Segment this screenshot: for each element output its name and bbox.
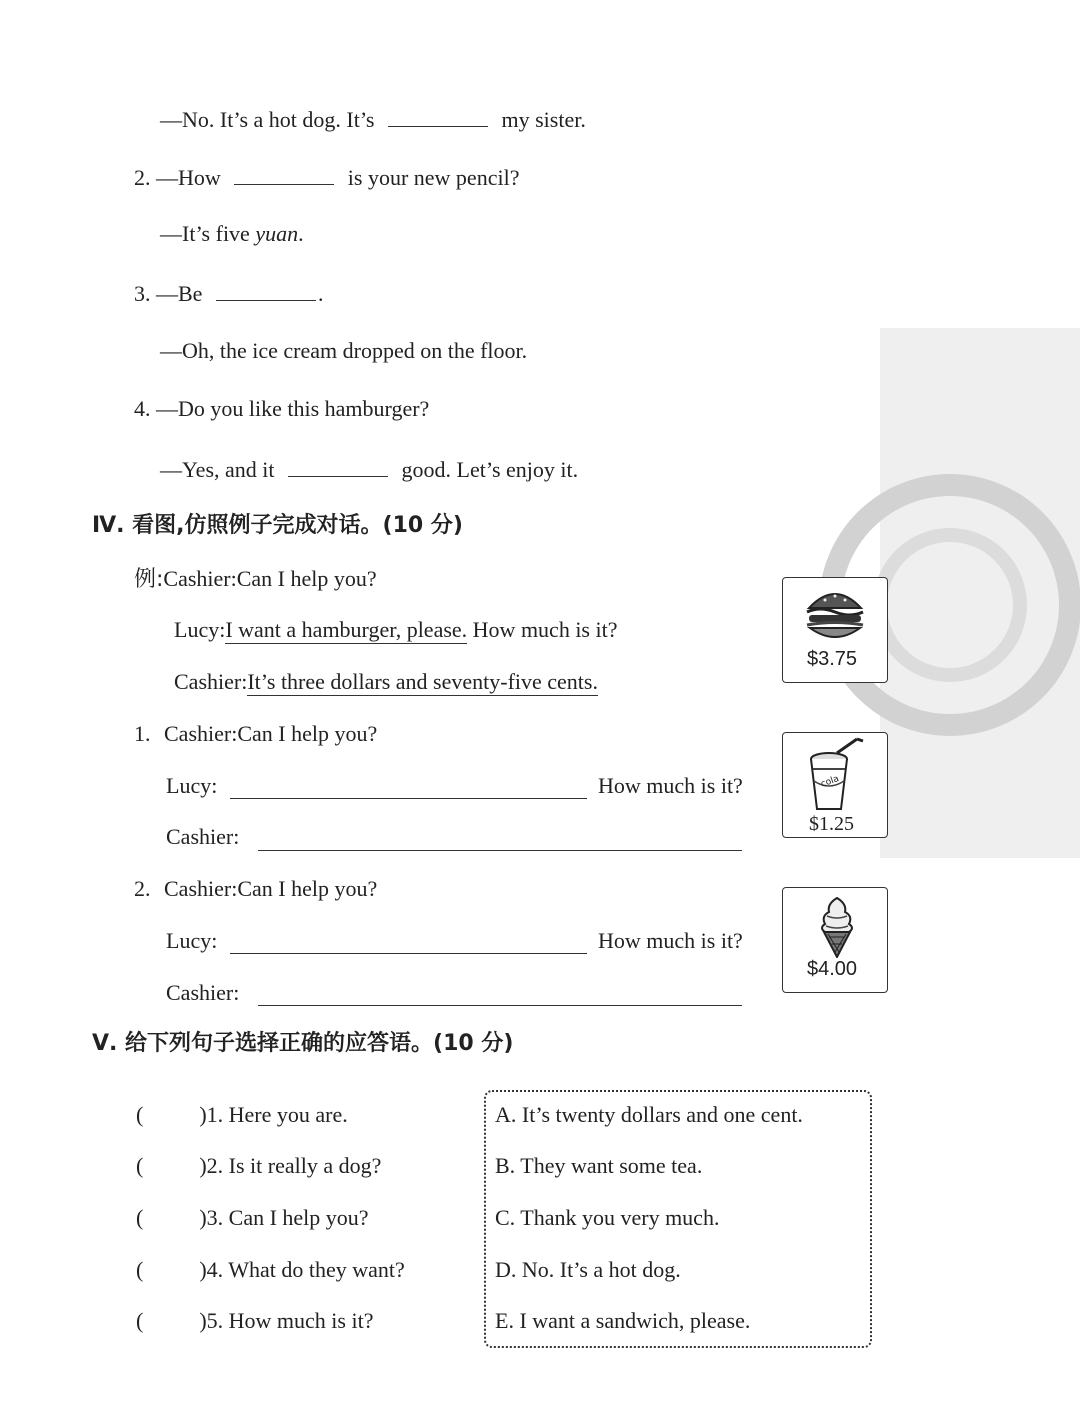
cola-cup-icon [807, 737, 867, 811]
q2-answer-text: —It’s five [160, 221, 256, 246]
question-4: ( )4. What do they want? [136, 1257, 405, 1282]
answer-c: C. Thank you very much. [495, 1205, 720, 1230]
q3-tail: . [317, 281, 324, 306]
answer-a: A. It’s twenty dollars and one cent. [495, 1102, 803, 1127]
q2-question-line [134, 162, 519, 192]
question-3: ( )3. Can I help you? [136, 1205, 369, 1230]
q2-text: —How [156, 165, 221, 190]
hamburger-picture [782, 577, 888, 683]
item1-cashier-line [134, 720, 377, 748]
answer-d: D. No. It’s a hot dog. [495, 1257, 681, 1282]
q3-answer-line: —Oh, the ice cream dropped on the floor. [160, 338, 528, 363]
item1-lucy-answer-line[interactable] [230, 798, 587, 799]
q4-number: 4. [134, 396, 151, 421]
q4-answer-text: —Yes, and it [160, 457, 275, 482]
cola-price: $1.25 [809, 813, 854, 835]
section5-heading: Ⅴ. 给下列句子选择正确的应答语。(10 分) [92, 1031, 514, 1056]
question-2: ( )2. Is it really a dog? [136, 1153, 382, 1178]
q2-tail: is your new pencil? [347, 165, 520, 190]
q3-text: —Be [156, 281, 203, 306]
example-cashier-question: Cashier:Can I help you? [163, 566, 377, 591]
q2-blank[interactable] [234, 162, 334, 185]
item2-lucy-tail: How much is it? [598, 928, 743, 953]
q4-question-line [134, 395, 429, 423]
example-cashier-answer: It’s three dollars and seventy-five cents. [247, 669, 598, 694]
item2-cashier-answer-line[interactable] [258, 1005, 742, 1006]
q3-blank[interactable] [216, 278, 316, 301]
item1-lucy-tail: How much is it? [598, 773, 743, 798]
example-cashier-line [134, 565, 377, 594]
example-lucy-label: Lucy: [174, 617, 226, 642]
item1-number: 1. [134, 721, 151, 746]
example-lucy-answer: I want a hamburger, please. [225, 617, 468, 642]
answer-b: B. They want some tea. [495, 1153, 703, 1178]
ice-cream-picture [782, 887, 888, 993]
q2-answer-period: . [298, 221, 304, 246]
cola-picture [782, 732, 888, 838]
example-lucy-tail: How much is it? [472, 617, 618, 642]
q3-number: 3. [134, 281, 151, 306]
item2-cashier-label: Cashier: [166, 980, 240, 1005]
item1-lucy-label: Lucy: [166, 773, 218, 798]
q2-number: 2. [134, 165, 151, 190]
item1-cashier-question: Cashier:Can I help you? [164, 721, 378, 746]
q2-answer-line [160, 220, 304, 248]
question-5: ( )5. How much is it? [136, 1308, 374, 1333]
q4-text: —Do you like this hamburger? [156, 396, 430, 421]
item2-number: 2. [134, 876, 151, 901]
q1-answer-text: —No. It’s a hot dog. It’s [160, 107, 375, 132]
q4-blank[interactable] [288, 454, 388, 477]
q1-answer-line [160, 104, 586, 134]
q1-blank[interactable] [388, 104, 488, 127]
item2-cashier-line [134, 875, 377, 903]
item1-cashier-answer-line[interactable] [258, 850, 742, 851]
hamburger-icon [805, 586, 865, 642]
section4-heading: Ⅳ. 看图,仿照例子完成对话。(10 分) [92, 513, 463, 538]
item2-lucy-answer-line[interactable] [230, 953, 587, 954]
ice-cream-price: $4.00 [807, 958, 858, 980]
q3-question-line [134, 278, 323, 308]
answer-e: E. I want a sandwich, please. [495, 1308, 751, 1333]
svg-text:cola: cola [819, 774, 841, 790]
question-1: ( )1. Here you are. [136, 1102, 348, 1127]
example-cashier-label: Cashier: [174, 669, 248, 694]
q4-answer-tail: good. Let’s enjoy it. [401, 457, 579, 482]
example-prefix: 例: [134, 567, 164, 592]
q2-answer-italic: yuan [255, 221, 299, 246]
example-cashier-answer-line [174, 668, 598, 696]
item1-cashier-label: Cashier: [166, 824, 240, 849]
q1-answer-tail: my sister. [501, 107, 586, 132]
hamburger-price: $3.75 [807, 648, 858, 670]
item2-lucy-label: Lucy: [166, 928, 218, 953]
example-lucy-line [174, 616, 618, 644]
ice-cream-icon [817, 896, 857, 958]
item2-cashier-question: Cashier:Can I help you? [164, 876, 378, 901]
q4-answer-line [160, 454, 578, 484]
